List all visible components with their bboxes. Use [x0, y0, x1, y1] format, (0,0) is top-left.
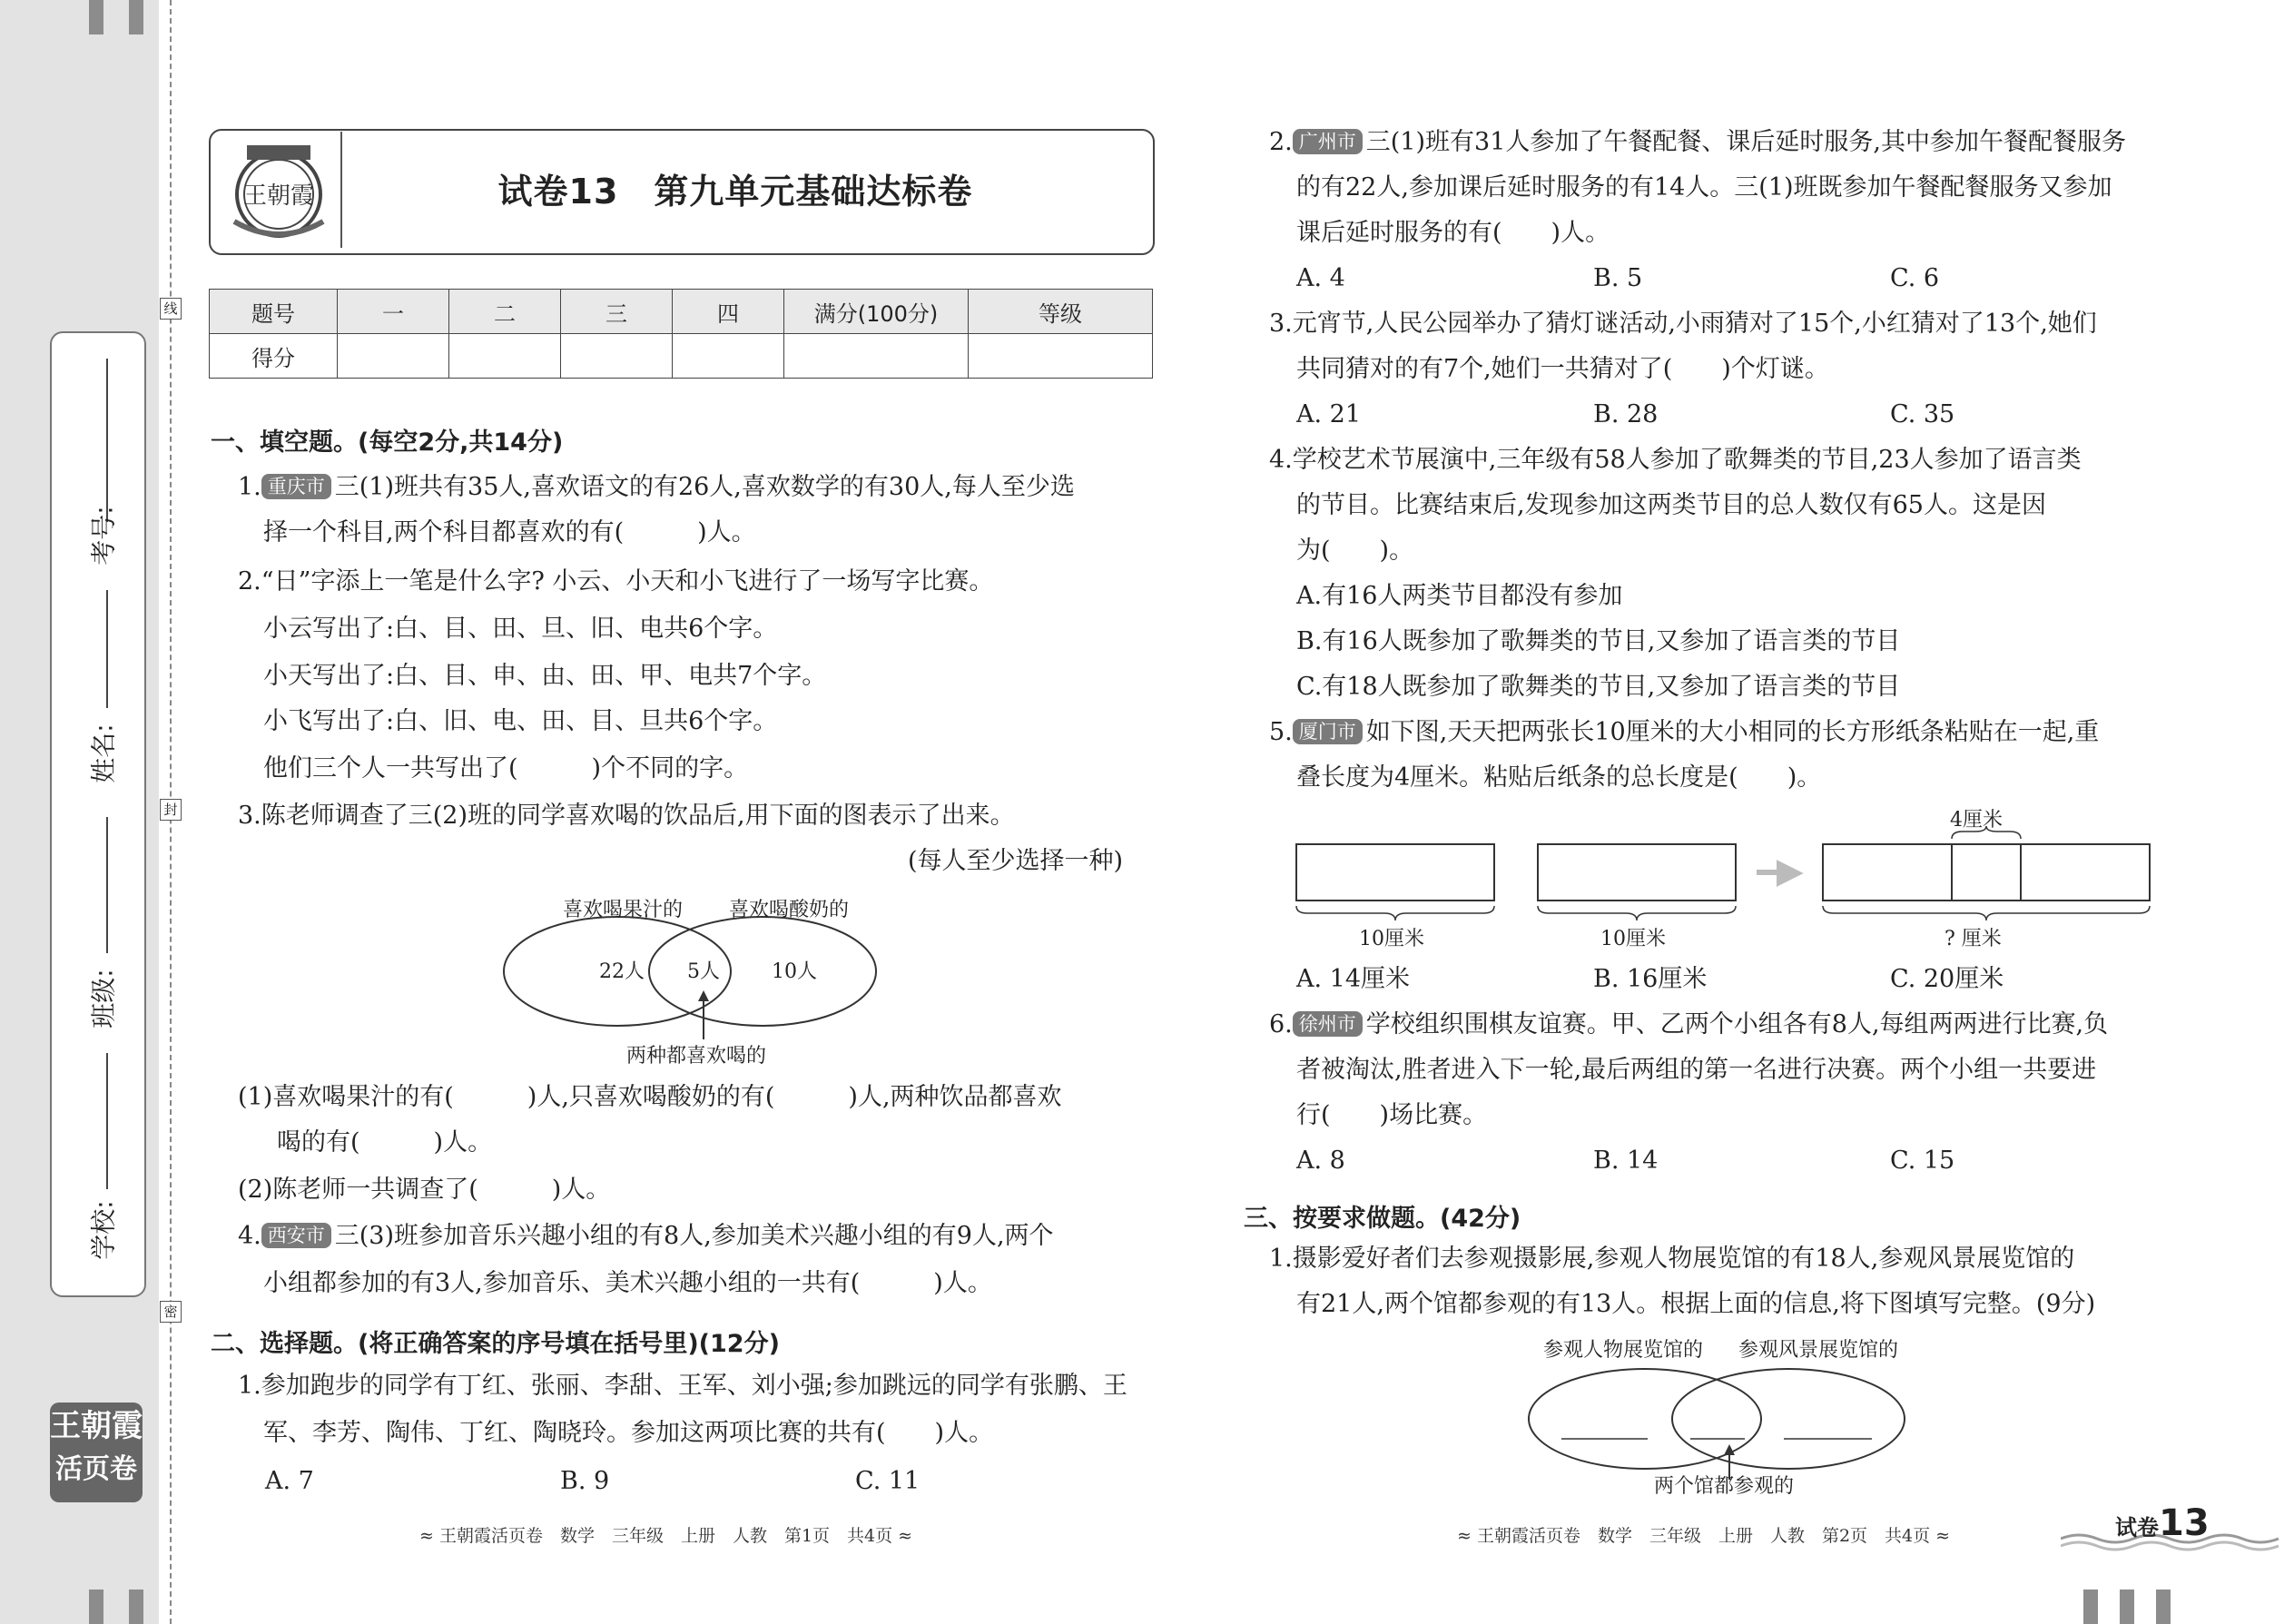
paper-number: [2115, 1502, 2210, 1544]
option-b: B. 14: [1593, 1147, 1659, 1175]
score-cell[interactable]: [784, 334, 969, 379]
table-row: [210, 290, 1153, 334]
paper-number-label: 试卷: [2115, 1515, 2159, 1540]
registration-mark: [2156, 1590, 2171, 1624]
question-line: 3.陈老师调查了三(2)班的同学喜欢喝的饮品后,用下面的图表示了出来。: [238, 802, 1015, 830]
option-a: A.有16人两类节目都没有参加: [1296, 582, 1623, 610]
question-line: 1.参加跑步的同学有丁红、张丽、李甜、王军、刘小强;参加跳远的同学有张鹏、王: [238, 1372, 1127, 1400]
registration-mark: [129, 0, 143, 34]
question-line: 课后延时服务的有( )人。: [1296, 219, 1610, 247]
class-label: 班级:: [88, 969, 119, 1029]
score-cell[interactable]: [673, 334, 784, 379]
header-divider: [340, 132, 342, 248]
question-line: (1)喜欢喝果汁的有( )人,只喜欢喝酸奶的有( )人,两种饮品都喜欢: [238, 1083, 1062, 1111]
registration-mark: [2120, 1590, 2134, 1624]
brand-line2: 活页卷: [55, 1453, 137, 1485]
table-cell: 得分: [210, 334, 338, 379]
venn-label-right: 喜欢喝酸奶的: [729, 899, 850, 921]
city-badge: 广州市: [1293, 129, 1363, 154]
option-a: A. 14厘米: [1296, 965, 1411, 993]
section-heading: 二、选择题。(将正确答案的序号填在括号里)(12分): [211, 1330, 780, 1358]
table-cell: 题号: [210, 290, 338, 334]
score-cell[interactable]: [449, 334, 561, 379]
total-length-label: ? 厘米: [1944, 928, 2002, 950]
svg-text:王朝霞: 王朝霞: [242, 182, 315, 210]
option-c: C. 35: [1890, 400, 1955, 428]
question-line: 叠长度为4厘米。粘贴后纸条的总长度是( )。: [1296, 763, 1822, 792]
question-line: 的有22人,参加课后延时服务的有14人。三(1)班既参加午餐配餐服务又参加: [1296, 173, 2112, 202]
table-cell: 三: [561, 290, 673, 334]
option-a: A. 8: [1296, 1147, 1345, 1175]
venn-label-left: 喜欢喝果汁的: [563, 899, 684, 921]
venn-left-only: 22人: [599, 960, 645, 983]
question-note: (每人至少选择一种): [908, 847, 1124, 875]
option-a: A. 21: [1296, 400, 1362, 428]
school-label: 学校:: [88, 1200, 119, 1260]
page-footer: ≈ 王朝霞活页卷 数学 三年级 上册 人教 第1页 共4页 ≈: [419, 1526, 913, 1546]
question-line: 6. 徐州市 学校组织围棋友谊赛。甲、乙两个小组各有8人,每组两两进行比赛,负: [1269, 1010, 2109, 1038]
option-b: B.有16人既参加了歌舞类的节目,又参加了语言类的节目: [1296, 627, 1901, 655]
question-line: 2. 广州市 三(1)班有31人参加了午餐配餐、课后延时服务,其中参加午餐配餐服务: [1269, 128, 2126, 156]
question-line: 为( )。: [1296, 536, 1414, 565]
section-heading: 一、填空题。(每空2分,共14分): [211, 428, 564, 457]
class-line: [106, 817, 108, 953]
question-line: 小云写出了:白、目、田、旦、旧、电共6个字。: [263, 615, 778, 643]
name-line: [106, 590, 108, 708]
option-c: C. 20厘米: [1890, 965, 2004, 993]
question-line: 共同猜对的有7个,她们一共猜对了( )个灯谜。: [1296, 355, 1829, 383]
question-line: 有21人,两个馆都参观的有13人。根据上面的信息,将下图填写完整。(9分): [1296, 1290, 2096, 1318]
table-cell: 二: [449, 290, 561, 334]
question-line: 军、李芳、陶伟、丁红、陶晓玲。参加这两项比赛的共有( )人。: [263, 1419, 994, 1447]
school-line: [106, 1053, 108, 1189]
venn-both: 5人: [687, 960, 720, 983]
strip-length-label: 10厘米: [1600, 928, 1666, 950]
paper-number-value: 13: [2159, 1502, 2210, 1544]
option-b: B. 16厘米: [1593, 965, 1708, 993]
venn2-label-right: 参观风景展览馆的: [1738, 1339, 1899, 1362]
publisher-seal-icon: [225, 138, 332, 245]
question-line: 者被淘汰,胜者进入下一轮,最后两组的第一名进行决赛。两个小组一共要进: [1296, 1056, 2097, 1084]
student-info-box: [50, 331, 146, 1297]
question-line: 他们三个人一共写出了( )个不同的字。: [263, 754, 749, 782]
city-badge: 厦门市: [1293, 719, 1363, 744]
registration-mark: [2083, 1590, 2098, 1624]
option-c: C. 11: [855, 1467, 921, 1495]
cut-mark-secret: 密: [160, 1301, 182, 1323]
name-label: 姓名:: [88, 723, 119, 783]
venn-right-only: 10人: [772, 960, 817, 983]
option-b: B. 5: [1593, 264, 1643, 292]
brand-logo: [50, 1403, 143, 1502]
option-b: B. 28: [1593, 400, 1659, 428]
question-line: 小组都参加的有3人,参加音乐、美术兴趣小组的一共有( )人。: [263, 1269, 992, 1297]
option-a: A. 4: [1296, 264, 1345, 292]
registration-mark: [89, 1590, 103, 1624]
overlap-label: 4厘米: [1950, 809, 2003, 832]
question-line: 5. 厦门市 如下图,天天把两张长10厘米的大小相同的长方形纸条粘贴在一起,重: [1269, 718, 2100, 746]
city-badge: 徐州市: [1293, 1011, 1363, 1037]
venn2-label-left: 参观人物展览馆的: [1543, 1339, 1704, 1362]
question-line: 1.摄影爱好者们去参观摄影展,参观人物展览馆的有18人,参观风景展览馆的: [1269, 1245, 2075, 1273]
score-cell[interactable]: [969, 334, 1153, 379]
question-line: 4. 西安市 三(3)班参加音乐兴趣小组的有8人,参加美术兴趣小组的有9人,两个: [238, 1222, 1054, 1250]
city-badge: 西安市: [261, 1223, 331, 1248]
cut-mark-seal: 封: [160, 799, 182, 821]
strip-length-label: 10厘米: [1359, 928, 1424, 950]
question-line: 喝的有( )人。: [277, 1128, 493, 1156]
table-row: [210, 334, 1153, 379]
question-line: (2)陈老师一共调查了( )人。: [238, 1176, 611, 1204]
table-cell: 一: [338, 290, 449, 334]
question-line: 1. 重庆市 三(1)班共有35人,喜欢语文的有26人,喜欢数学的有30人,每人至少选: [238, 473, 1075, 501]
option-c: C. 6: [1890, 264, 1940, 292]
score-table: [209, 289, 1153, 379]
brand-line1: 王朝霞: [50, 1408, 143, 1444]
score-cell[interactable]: [561, 334, 673, 379]
page-footer: ≈ 王朝霞活页卷 数学 三年级 上册 人教 第2页 共4页 ≈: [1457, 1526, 1951, 1546]
question-line: 择一个科目,两个科目都喜欢的有( )人。: [263, 518, 756, 546]
exam-no-label: 考号:: [88, 506, 119, 566]
question-line: 小飞写出了:白、旧、电、田、目、旦共6个字。: [263, 707, 778, 735]
city-badge: 重庆市: [261, 474, 331, 499]
option-c: C.有18人既参加了歌舞类的节目,又参加了语言类的节目: [1296, 673, 1901, 701]
question-line: 行( )场比赛。: [1296, 1101, 1488, 1129]
exam-no-line: [106, 359, 108, 522]
score-cell[interactable]: [338, 334, 449, 379]
question-line: 的节目。比赛结束后,发现参加这两类节目的总人数仅有65人。这是因: [1296, 491, 2046, 519]
question-line: 小天写出了:白、目、申、由、田、甲、电共7个字。: [263, 662, 827, 690]
page-title: 试卷13 第九单元基础达标卷: [497, 172, 973, 212]
cut-mark-line: 线: [160, 298, 182, 320]
table-cell: 满分(100分): [784, 290, 969, 334]
registration-mark: [89, 0, 103, 34]
question-line: 4.学校艺术节展演中,三年级有58人参加了歌舞类的节目,23人参加了语言类: [1269, 446, 2082, 474]
venn-bottom-label: 两种都喜欢喝的: [626, 1045, 767, 1068]
option-b: B. 9: [560, 1467, 610, 1495]
section-heading: 三、按要求做题。(42分): [1244, 1205, 1521, 1233]
question-line: 3.元宵节,人民公园举办了猜灯谜活动,小雨猜对了15个,小红猜对了13个,她们: [1269, 310, 2097, 338]
option-c: C. 15: [1890, 1147, 1955, 1175]
venn2-bottom-label: 两个馆都参观的: [1654, 1475, 1795, 1498]
table-cell: 四: [673, 290, 784, 334]
option-a: A. 7: [265, 1467, 314, 1495]
question-line: 2.“日”字添上一笔是什么字? 小云、小天和小飞进行了一场写字比赛。: [238, 567, 994, 595]
table-cell: 等级: [969, 290, 1153, 334]
registration-mark: [129, 1590, 143, 1624]
